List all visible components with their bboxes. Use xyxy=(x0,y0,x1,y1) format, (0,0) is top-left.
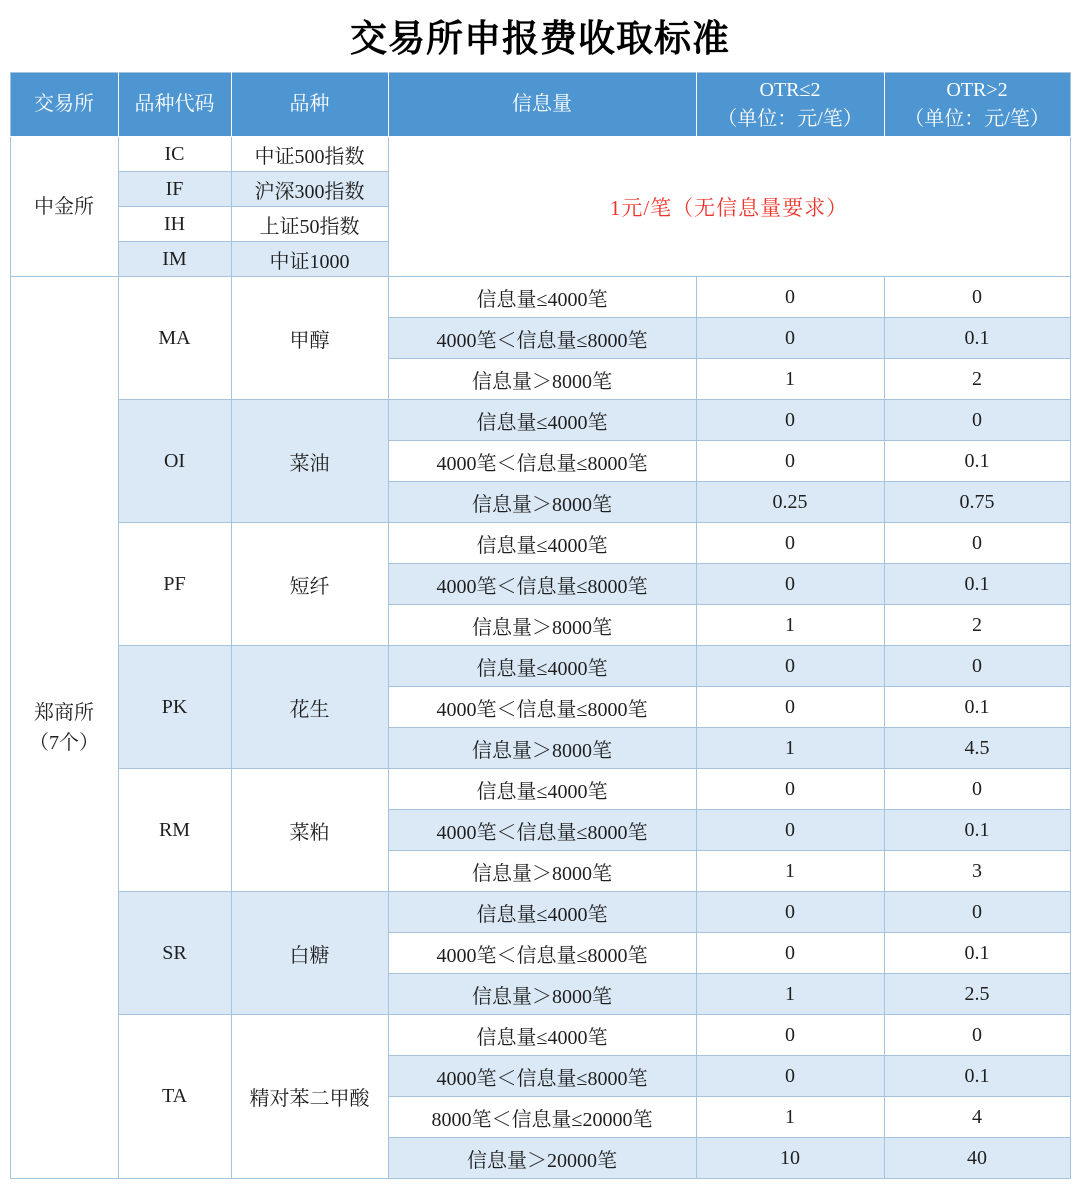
fee-otr-le2-cell: 0 xyxy=(696,687,884,728)
fee-otr-le2-cell: 0 xyxy=(696,810,884,851)
header-otr-le2 xyxy=(696,73,884,137)
product-cell: 中证500指数 xyxy=(231,137,388,172)
volume-cell: 4000笔＜信息量≤8000笔 xyxy=(388,687,696,728)
volume-cell: 信息量≤4000笔 xyxy=(388,769,696,810)
fee-otr-gt2-cell: 0.1 xyxy=(884,687,1070,728)
header-product xyxy=(231,73,388,137)
fee-otr-le2-cell: 0 xyxy=(696,769,884,810)
fee-otr-gt2-cell: 2.5 xyxy=(884,974,1070,1015)
fee-otr-gt2-cell: 2 xyxy=(884,359,1070,400)
fee-otr-le2-cell: 0.25 xyxy=(696,482,884,523)
product-cell: 菜油 xyxy=(231,400,388,523)
table-row xyxy=(10,277,1070,318)
volume-cell: 信息量≤4000笔 xyxy=(388,277,696,318)
product-cell: 精对苯二甲酸 xyxy=(231,1015,388,1179)
volume-cell: 4000笔＜信息量≤8000笔 xyxy=(388,318,696,359)
fee-otr-le2-cell: 1 xyxy=(696,1097,884,1138)
fee-otr-gt2-cell: 0 xyxy=(884,277,1070,318)
fee-otr-gt2-cell: 0 xyxy=(884,523,1070,564)
volume-cell: 信息量＞8000笔 xyxy=(388,728,696,769)
volume-cell: 信息量≤4000笔 xyxy=(388,400,696,441)
fee-table-body xyxy=(10,137,1070,1179)
fee-otr-gt2-cell: 4 xyxy=(884,1097,1070,1138)
fee-otr-le2-cell: 1 xyxy=(696,359,884,400)
fee-otr-gt2-cell: 40 xyxy=(884,1138,1070,1179)
fee-otr-le2-cell: 0 xyxy=(696,933,884,974)
product-cell: 菜粕 xyxy=(231,769,388,892)
exchange-cell xyxy=(10,277,118,1179)
fee-otr-gt2-cell: 0.1 xyxy=(884,441,1070,482)
code-cell: SR xyxy=(118,892,231,1015)
product-cell: 中证1000 xyxy=(231,242,388,277)
product-cell: 花生 xyxy=(231,646,388,769)
code-cell: RM xyxy=(118,769,231,892)
table-row xyxy=(10,646,1070,687)
fee-otr-le2-cell: 1 xyxy=(696,851,884,892)
fee-otr-gt2-cell: 0 xyxy=(884,1015,1070,1056)
header-row xyxy=(10,73,1070,137)
table-row xyxy=(10,137,1070,172)
fee-otr-le2-cell: 0 xyxy=(696,892,884,933)
header-label: 品种 xyxy=(289,93,330,115)
code-cell: IC xyxy=(118,137,231,172)
exchange-name-line: 郑商所 xyxy=(34,701,94,724)
fee-otr-gt2-cell: 2 xyxy=(884,605,1070,646)
exchange-name-line: （7个） xyxy=(29,731,99,754)
header-sublabel: （单位：元/笔） xyxy=(717,107,863,130)
product-cell: 短纤 xyxy=(231,523,388,646)
fee-otr-le2-cell: 0 xyxy=(696,400,884,441)
product-cell: 沪深300指数 xyxy=(231,172,388,207)
fee-otr-gt2-cell: 0 xyxy=(884,400,1070,441)
table-row xyxy=(10,769,1070,810)
fee-otr-le2-cell: 1 xyxy=(696,605,884,646)
header-label: OTR≤2 xyxy=(759,78,821,101)
volume-cell: 4000笔＜信息量≤8000笔 xyxy=(388,564,696,605)
volume-cell: 信息量＞8000笔 xyxy=(388,605,696,646)
fee-otr-gt2-cell: 0 xyxy=(884,892,1070,933)
fee-otr-le2-cell: 0 xyxy=(696,441,884,482)
volume-cell: 信息量＞8000笔 xyxy=(388,359,696,400)
fee-otr-le2-cell: 0 xyxy=(696,318,884,359)
header-volume xyxy=(388,73,696,137)
code-cell: PF xyxy=(118,523,231,646)
fee-otr-gt2-cell: 4.5 xyxy=(884,728,1070,769)
fee-otr-le2-cell: 0 xyxy=(696,277,884,318)
table-row xyxy=(10,523,1070,564)
product-cell: 上证50指数 xyxy=(231,207,388,242)
volume-cell: 4000笔＜信息量≤8000笔 xyxy=(388,810,696,851)
fee-otr-gt2-cell: 0.1 xyxy=(884,1056,1070,1097)
fee-otr-gt2-cell: 3 xyxy=(884,851,1070,892)
fee-otr-gt2-cell: 0.75 xyxy=(884,482,1070,523)
page-title: 交易所申报费收取标准 xyxy=(350,19,730,60)
fee-otr-gt2-cell: 0 xyxy=(884,769,1070,810)
header-product-code xyxy=(118,73,231,137)
fee-otr-gt2-cell: 0.1 xyxy=(884,933,1070,974)
volume-cell: 信息量≤4000笔 xyxy=(388,646,696,687)
header-otr-gt2 xyxy=(884,73,1070,137)
note-cell: 1元/笔（无信息量要求） xyxy=(388,137,1070,277)
header-label: 品种代码 xyxy=(134,93,215,115)
code-cell: IH xyxy=(118,207,231,242)
fee-otr-gt2-cell: 0.1 xyxy=(884,564,1070,605)
volume-cell: 信息量＞8000笔 xyxy=(388,482,696,523)
exchange-cell xyxy=(10,137,118,277)
volume-cell: 信息量＞8000笔 xyxy=(388,974,696,1015)
fee-table xyxy=(10,72,1071,1179)
fee-otr-gt2-cell: 0.1 xyxy=(884,810,1070,851)
code-cell: TA xyxy=(118,1015,231,1179)
volume-cell: 4000笔＜信息量≤8000笔 xyxy=(388,441,696,482)
product-cell: 甲醇 xyxy=(231,277,388,400)
exchange-name-line: 中金所 xyxy=(34,195,94,218)
volume-cell: 信息量≤4000笔 xyxy=(388,892,696,933)
volume-cell: 信息量≤4000笔 xyxy=(388,523,696,564)
code-cell: IM xyxy=(118,242,231,277)
fee-otr-le2-cell: 1 xyxy=(696,974,884,1015)
code-cell: PK xyxy=(118,646,231,769)
volume-cell: 8000笔＜信息量≤20000笔 xyxy=(388,1097,696,1138)
fee-otr-le2-cell: 0 xyxy=(696,1056,884,1097)
code-cell: MA xyxy=(118,277,231,400)
fee-otr-gt2-cell: 0 xyxy=(884,646,1070,687)
fee-otr-le2-cell: 0 xyxy=(696,1015,884,1056)
fee-otr-le2-cell: 10 xyxy=(696,1138,884,1179)
fee-otr-le2-cell: 0 xyxy=(696,523,884,564)
table-row xyxy=(10,1015,1070,1056)
fee-otr-le2-cell: 0 xyxy=(696,564,884,605)
header-sublabel: （单位：元/笔） xyxy=(904,107,1050,130)
table-row xyxy=(10,892,1070,933)
header-label: OTR>2 xyxy=(946,78,1008,101)
volume-cell: 信息量＞8000笔 xyxy=(388,851,696,892)
header-label: 信息量 xyxy=(512,93,572,115)
volume-cell: 4000笔＜信息量≤8000笔 xyxy=(388,1056,696,1097)
product-cell: 白糖 xyxy=(231,892,388,1015)
header-label: 交易所 xyxy=(34,93,94,115)
fee-otr-le2-cell: 1 xyxy=(696,728,884,769)
volume-cell: 信息量≤4000笔 xyxy=(388,1015,696,1056)
header-exchange xyxy=(10,73,118,137)
fee-otr-gt2-cell: 0.1 xyxy=(884,318,1070,359)
fee-otr-le2-cell: 0 xyxy=(696,646,884,687)
volume-cell: 4000笔＜信息量≤8000笔 xyxy=(388,933,696,974)
table-row xyxy=(10,400,1070,441)
volume-cell: 信息量＞20000笔 xyxy=(388,1138,696,1179)
code-cell: OI xyxy=(118,400,231,523)
code-cell: IF xyxy=(118,172,231,207)
